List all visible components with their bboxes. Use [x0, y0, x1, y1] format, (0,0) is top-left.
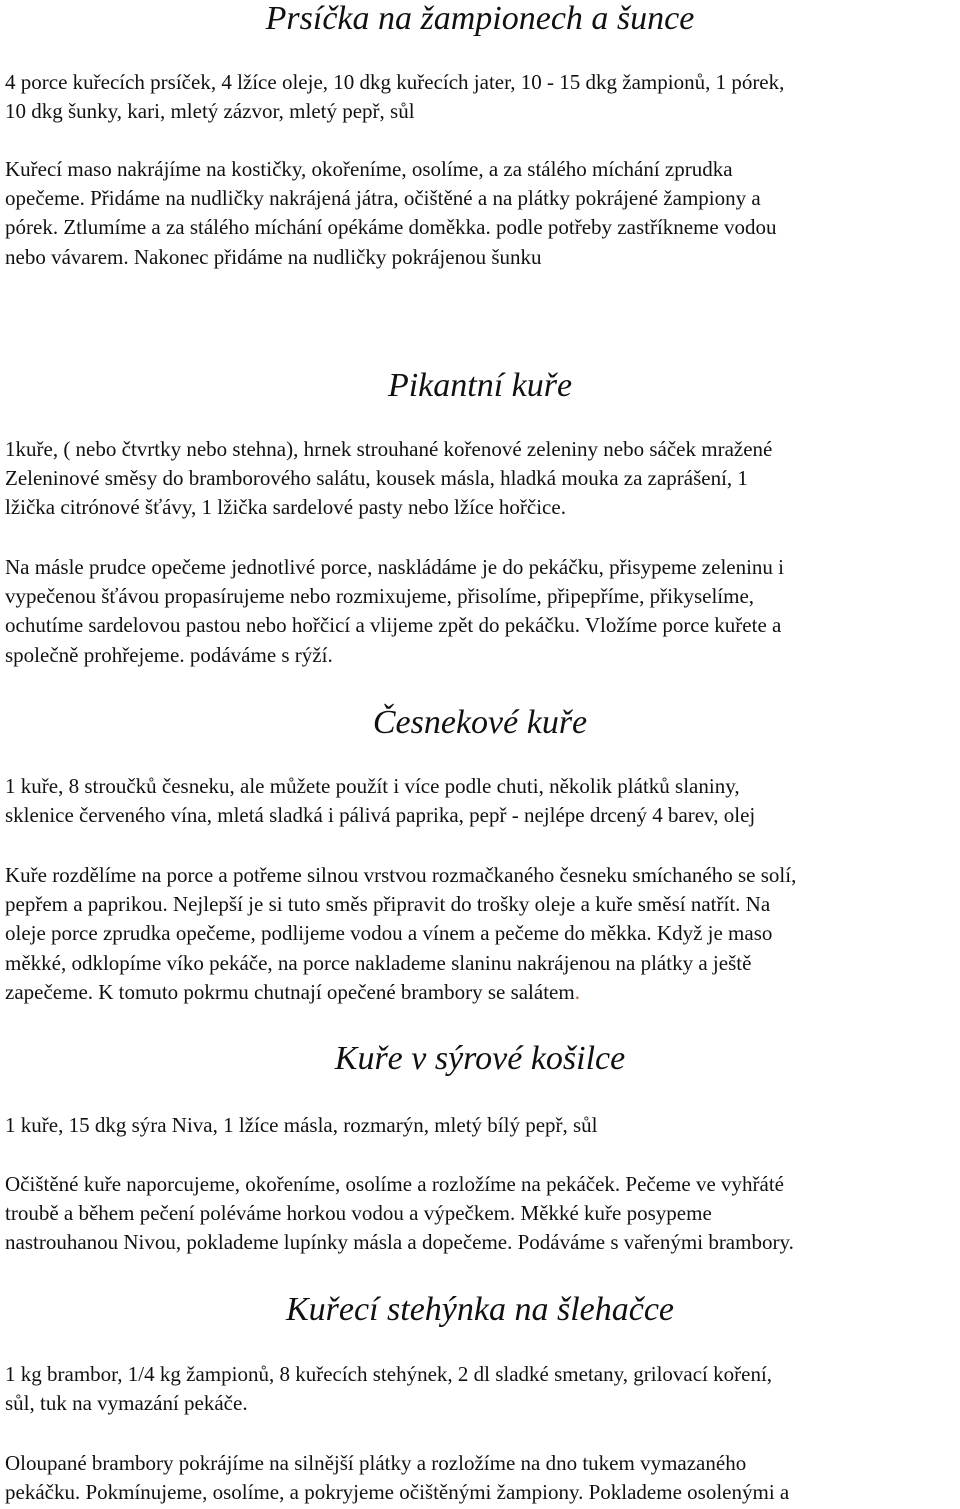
text-line: 4 porce kuřecích prsíček, 4 lžíce oleje, 10 dkg kuřecích jater, 10 - 15 dkg žampionů, 1 pórek, [5, 70, 785, 94]
text-line: měkké, odklopíme víko pekáče, na porce naklademe slaninu nakrájenou na plátky a ještě [5, 950, 752, 975]
text-line [5, 978, 960, 1007]
text-line: pekáčku. Pokmínujeme, osolíme, a pokryjeme očištěnými žampiony. Poklademe osolenými a [5, 1480, 790, 1505]
text-line: Na másle prudce opečeme jednotlivé porce, naskládáme je do pekáčku, přisypeme zeleninu i [5, 555, 785, 579]
text-line: lžička citrónové šťávy, 1 lžička sardelové pasty nebo lžíce hořčice. [5, 495, 566, 520]
text-line: nebo vávarem. Nakonec přidáme na nudličky pokrájenou šunku [5, 244, 542, 269]
recipe-method-kure-v-syrove-kosilce [5, 1170, 960, 1258]
text-line: 1 kuře, 8 stroučků česneku, ale můžete použít i více podle chuti, několik plátků slaniny, [5, 774, 740, 798]
text-line: ochutíme sardelovou pastou nebo hořčicí a vlijeme zpět do pekáčku. Vložíme porce kuřete a [5, 613, 782, 638]
text-line: 1kuře, ( nebo čtvrtky nebo stehna), hrnek strouhané kořenové zeleniny nebo sáček mražené [5, 437, 773, 461]
recipe-title-prsicka: Prsíčka na žampionech a šunce [265, 0, 695, 37]
text-line: Kuře rozdělíme na porce a potřeme silnou vrstvou rozmačkaného česneku smíchaného se solí, [5, 863, 797, 887]
recipe-ingredients-prsicka [5, 68, 960, 126]
recipe-ingredients-kureci-stehynka [5, 1360, 960, 1418]
text-line-body: zapečeme. K tomuto pokrmu chutnají opečené brambory se salátem [5, 979, 575, 1004]
text-line: troubě a během pečení poléváme horkou vodou a výpečkem. Měkké kuře posypeme [5, 1201, 712, 1226]
text-line: společně prohřejeme. podáváme s rýží. [5, 642, 333, 667]
text-line: Kuřecí maso nakrájíme na kostičky, okořeníme, osolíme, a za stálého míchání zprudka [5, 157, 733, 181]
text-line: vypečenou šťávou propasírujeme nebo rozmixujeme, přisolíme, připepříme, přikyselíme, [5, 584, 755, 609]
text-line: sůl, tuk na vymazání pekáče. [5, 1391, 248, 1416]
method-end-mark: . [574, 979, 580, 1004]
text-line: Zeleninové směsy do bramborového salátu, kousek másla, hladká mouka za zaprášení, 1 [5, 466, 748, 491]
text-line: pepřem a paprikou. Nejlepší je si tuto směs připravit do trošky oleje a kuře směsí natřít. Na [5, 892, 771, 917]
recipe-ingredients-kure-v-syrove-kosilce [5, 1111, 960, 1140]
text-line: nastrouhanou Nivou, poklademe lupínky másla a dopečeme. Podáváme s vařenými brambory. [5, 1230, 794, 1255]
recipe-method-prsicka [5, 155, 960, 272]
text-line: Očištěné kuře naporcujeme, okořeníme, osolíme a rozložíme na pekáček. Pečeme ve vyhřáté [5, 1172, 784, 1196]
text-line: 1 kg brambor, 1/4 kg žampionů, 8 kuřecích stehýnek, 2 dl sladké smetany, grilovací koření, [5, 1362, 773, 1386]
recipe-title-cesnekove-kure: Česnekové kuře [372, 704, 588, 741]
text-line: sklenice červeného vína, mletá sladká i pálivá paprika, pepř - nejlépe drcený 4 barev, olej [5, 803, 756, 828]
recipe-method-kureci-stehynka [5, 1449, 960, 1507]
recipe-title-pikantni-kure: Pikantní kuře [387, 367, 573, 404]
text-line: 1 kuře, 15 dkg sýra Niva, 1 lžíce másla, rozmarýn, mletý bílý pepř, sůl [5, 1113, 598, 1137]
text-line: opečeme. Přidáme na nudličky nakrájená játra, očištěné a na plátky pokrájené žampiony a [5, 186, 761, 211]
recipe-method-cesnekove-kure [5, 861, 960, 1007]
recipe-title-kureci-stehynka: Kuřecí stehýnka na šlehačce [285, 1291, 675, 1328]
recipe-ingredients-cesnekove-kure [5, 772, 960, 830]
recipe-method-pikantni-kure [5, 553, 960, 670]
text-line: oleje porce zprudka opečeme, podlijeme vodou a vínem a pečeme do měkka. Když je maso [5, 921, 773, 946]
recipe-ingredients-pikantni-kure [5, 435, 960, 523]
text-line: pórek. Ztlumíme a za stálého míchání opékáme doměkka. podle potřeby zastříkneme vodou [5, 215, 777, 240]
text-line: 10 dkg šunky, kari, mletý zázvor, mletý pepř, sůl [5, 99, 415, 124]
recipe-title-kure-v-syrove-kosilce: Kuře v sýrové košilce [334, 1040, 626, 1077]
text-line: Oloupané brambory pokrájíme na silnější plátky a rozložíme na dno tukem vymazaného [5, 1451, 747, 1475]
